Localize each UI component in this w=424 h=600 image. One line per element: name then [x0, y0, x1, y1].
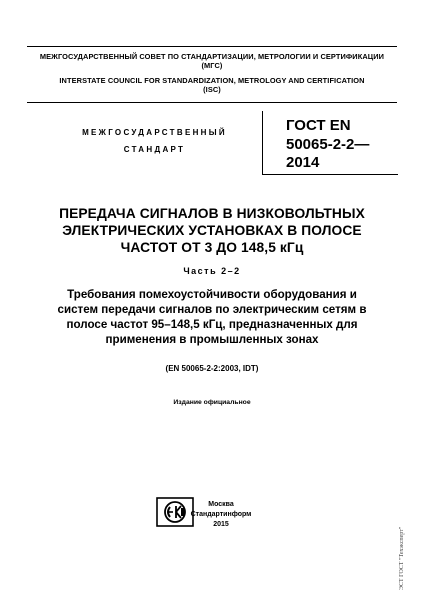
- standard-number-line1: ГОСТ EN: [286, 117, 351, 134]
- edition-note: Издание официальное: [173, 399, 251, 406]
- council-name-ru: МЕЖГОСУДАРСТВЕННЫЙ СОВЕТ ПО СТАНДАРТИЗАЦИИ, МЕТРОЛОГИИ И СЕРТИФИКАЦИИ: [39, 52, 385, 61]
- subtitle-line4: применения в промышленных зонах: [105, 333, 319, 346]
- title-line1: ПЕРЕДАЧА СИГНАЛОВ В НИЗКОВОЛЬТНЫХ: [59, 206, 365, 221]
- subtitle-line1: Требования помехоустойчивости оборудования и: [67, 288, 357, 301]
- standard-type-line1: МЕЖГОСУДАРСТВЕННЫЙ: [82, 128, 227, 137]
- standartinform-logo-icon: [156, 497, 194, 527]
- equivalence-note: (EN 50065-2-2:2003, IDT): [165, 364, 259, 373]
- council-abbr-ru: (МГС): [201, 61, 223, 70]
- publisher-name: Стандартинформ: [190, 511, 252, 518]
- part-number: Часть 2–2: [183, 266, 241, 276]
- council-name-en: INTERSTATE COUNCIL FOR STANDARDIZATION, METROLOGY AND CERTIFICATION: [59, 76, 365, 85]
- council-abbr-en: (ISC): [203, 85, 221, 94]
- subtitle-line3: полосе частот 95–148,5 кГц, предназначенных для: [66, 318, 358, 331]
- standard-type-line2: СТАНДАРТ: [123, 145, 186, 154]
- publisher-city: Москва: [208, 501, 234, 508]
- standard-number-line2: 50065-2-2—: [286, 136, 370, 153]
- subtitle-line2: систем передачи сигналов по электрическим сетям в: [57, 303, 367, 316]
- side-watermark: ЭСТ ГОСТ "Техэксперт": [399, 526, 405, 590]
- publisher-year: 2015: [213, 521, 229, 528]
- title-line2: ЭЛЕКТРИЧЕСКИХ УСТАНОВКАХ В ПОЛОСЕ: [62, 223, 362, 238]
- title-line3: ЧАСТОТ ОТ 3 ДО 148,5 кГц: [120, 240, 304, 255]
- standard-number-line3: 2014: [286, 154, 320, 171]
